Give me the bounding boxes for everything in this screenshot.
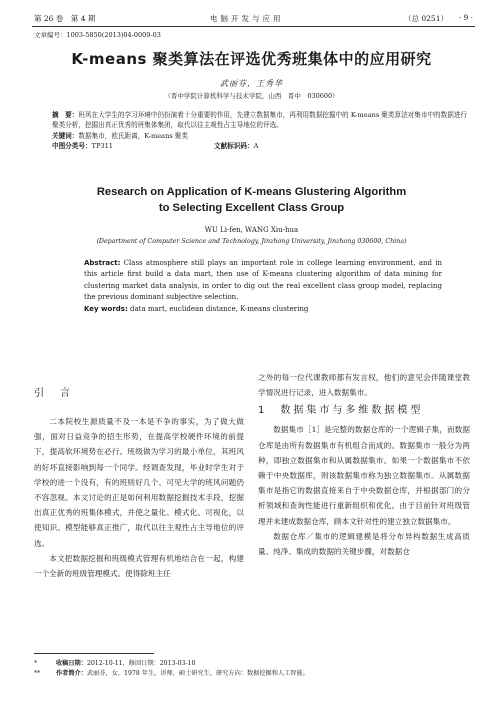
affiliation-en: (Department of Computer Science and Technology, Jinzhong University, Jinzhong 030600, China) — [96, 238, 407, 245]
footnote-divider — [34, 653, 154, 654]
authors-zh: 武丽芬，王秀华 — [220, 79, 283, 88]
body-paragraph: 本文把数据挖掘和班级模式管理有机地结合在一起，构建一个全新的班级管理模式。使得除班主任 — [34, 553, 244, 579]
running-header — [32, 10, 475, 27]
footnote-author — [34, 669, 309, 679]
abstract-zh-paragraph — [36, 110, 472, 131]
keywords-en-label: Key words: — [84, 304, 128, 313]
footnote-mark: ** — [34, 670, 41, 677]
footnote-mark: * — [34, 660, 38, 667]
header-page-number: · 9 · — [458, 13, 473, 22]
body-paragraph: 二本院校生源质量不及一本是不争的事实，为了做大做强，面对日益竞争的招生形势，在提高学校硬件环境的前提下，提高软环境势在必行。班级做为学习的最小单位，其班风的好坏直接影响到每一个同学。经调查发现，毕业时学生对于学校的进一个没有，有的班则好几个、可见大学的班风问题仍不容忽视。本文讨论的正是如何利用数据挖掘技术手段，挖掘出真正优秀的班集体模式，并使之量化、模式化、可视化，以使知识、模型能够真正推广，取代以往主观性占主导地位的评选。 — [34, 417, 244, 548]
abstract-en-text: Class atmosphere still plays an important role in college learning environment, and in this article first build a data mart, then use of K-means clustering algorithm of data mining for clustering market data analysis, in order to dig out the real excellent class group model, replacing the previous dominant subjective selection. — [84, 259, 442, 302]
paper-title-en — [0, 184, 503, 216]
body-column-right — [258, 370, 470, 559]
footnote-received-label: 收稿日期： — [56, 660, 87, 667]
header-total-number: （总 0251） — [404, 14, 448, 23]
abstract-zh-text: 班风在大学生的学习环境中仍扮演着十分重要的作用，先建立数据集市，再利用数据挖掘中的 K-means 聚类算法对集市中的数据进行聚类分析，挖掘出真正优秀的班集体集团，取代以往主观性占主导地位的评选。 — [52, 111, 468, 130]
abstract-en-label: Abstract: — [84, 259, 121, 267]
header-journal-name: 电脑开发与应用 — [210, 14, 284, 23]
keywords-zh-text: 数据集市，欧氏距离，K-means 聚类 — [78, 131, 188, 140]
paper-title-en-line1: Research on Application of K-means Glustering Algorithm — [96, 186, 407, 198]
clc-value: TP311 — [91, 142, 113, 151]
keywords-zh-label: 关键词： — [52, 131, 79, 140]
body-paragraph: 数据集市［1］是完整的数据仓库的一个逻辑子集，而数据仓库是由所有数据集市有机组合而成的。数据集市一般分为两种，即独立数据集市和从属数据集市。如果一个数据集市不依赖于中央数据库，则该数据集市称为独立数据集市。从属数据集市是指它的数据直接来自于中央数据仓库，并根据部门的分析领域和查询性能进行重新组织和优化。由于目前针对班级管理并未建成数据仓库，顾本文针对性的建立独立数据集市。 — [258, 425, 470, 526]
footnote-author-text: 武丽芬，女，1978 年生，讲师，硕士研究生，研究方向：数据挖掘和人工智能。 — [86, 670, 309, 677]
section-heading-1: 1 数据集市与多维数据模型 — [258, 405, 424, 417]
clc-label: 中图分类号： — [52, 142, 92, 151]
abstract-en — [84, 258, 442, 315]
footnote-received-text: 2012-10-11，修回日期：2013-03-10 — [86, 660, 196, 667]
abstract-en-paragraph — [84, 258, 442, 304]
abstract-zh — [36, 110, 472, 152]
abstract-zh-label: 摘 要： — [52, 111, 79, 119]
classification-row — [36, 141, 472, 151]
section-heading-introduction: 引 言 — [34, 388, 73, 399]
header-issue: 第 26 卷 第 4 期 — [34, 14, 96, 23]
body-paragraph: 之外的每一位代课教师都有发言权，他们的意见会伴随课堂教学情况进行记录，进入数据集市。 — [258, 373, 470, 398]
authors-en: WU Li-fen, WANG Xiu-hua — [204, 226, 299, 234]
article-id: 文章编号：1003-5850(2013)04-0009-03 — [34, 31, 161, 39]
keywords-en-text: data mart, euclidean distance, K-means clustering — [130, 304, 309, 313]
doc-code-value: A — [253, 142, 259, 151]
footnote-received — [34, 659, 309, 669]
keywords-zh — [36, 131, 472, 141]
paper-title-zh: K-means 聚类算法在评选优秀班集体中的应用研究 — [71, 50, 432, 68]
paper-title-en-line2: to Selecting Excellent Class Group — [158, 202, 345, 214]
body-column-left — [34, 374, 244, 581]
body-paragraph: 数据仓库／集市的逻辑建模是将分布异构数据生成高质量、纯净、集成的数据的关键步骤，对数据仓 — [258, 531, 470, 557]
keywords-en — [84, 304, 442, 315]
footnotes — [34, 659, 309, 679]
affiliation-zh: （晋中学院计算机科学与技术学院，山西 晋中 030600） — [164, 92, 339, 100]
footnote-author-label: 作者简介： — [56, 670, 87, 677]
doc-code-label: 文献标识码： — [214, 142, 254, 151]
